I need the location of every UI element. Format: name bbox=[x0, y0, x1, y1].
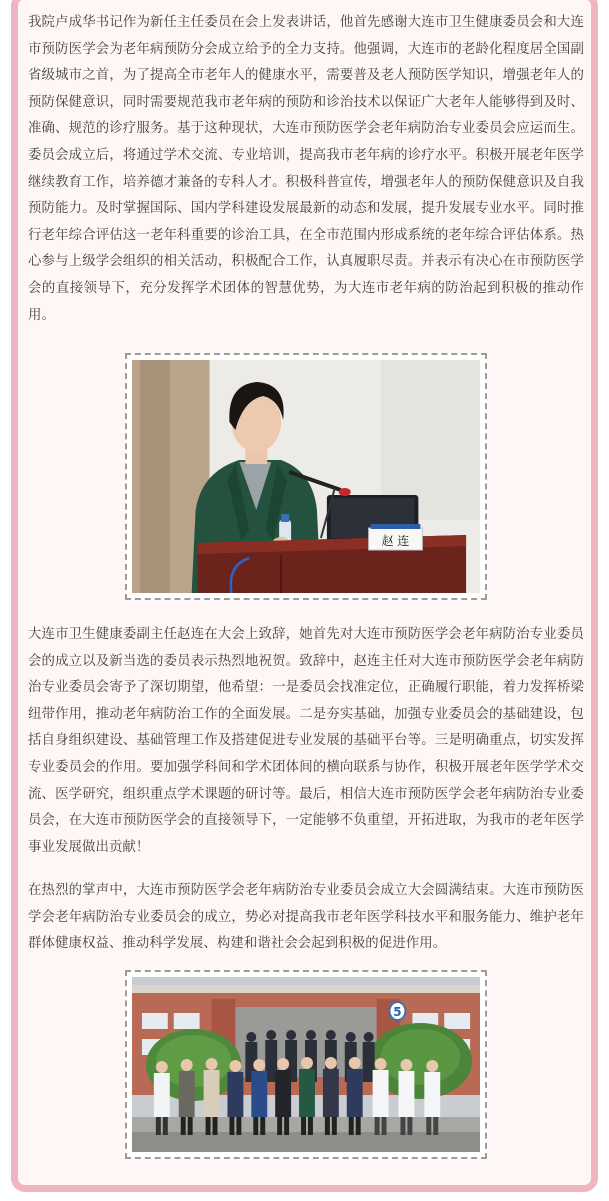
group-photo-frame bbox=[125, 970, 487, 1159]
building-number: 5 bbox=[393, 1004, 402, 1020]
group-photo bbox=[132, 977, 480, 1152]
speaker-photo bbox=[132, 360, 480, 593]
article-paragraph-1: 我院卢成华书记作为新任主任委员在会上发表讲话，他首先感谢大连市卫生健康委员会和大连市预防医学会为老年病预防分会成立给予的全力支持。他强调，大连市的老龄化程度居全国副省级城市之首，为了提高全市老年人的健康水平，需要普及老人预防医学知识，增强老年人的预防保健意识，同时需要规范我市老年病的预防和诊治技术以保证广大老年人能够得到及时、准确、规范的诊疗服务。基于这种现状，大连市预防医学会老年病防治专业委员会应运而生。委员会成立后，将通过学术交流、专业培训，提高我市老年病的诊疗水平。积极开展老年医学继续教育工作，培养德才兼备的专科人才。积极科普宣传，增强老年人的预防保健意识及自我预防能力。及时掌握国际、国内学科建设发展最新的动态和发展，提升发展专业水平。同时推行老年综合评估这一老年科重要的诊治工具，在全市范围内形成系统的老年综合评估体系。热心参与上级学会组织的相关活动，积极配合工作，认真履职尽责。并表示有决心在市预防医学会的直接领导下，充分发挥学术团体的智慧优势，为大连市老年病的防治起到积极的推动作用。 bbox=[28, 15, 584, 323]
article-paragraph-3: 在热烈的掌声中，大连市预防医学会老年病防治专业委员会成立大会圆满结束。大连市预防医学会老年病防治专业委员会的成立，势必对提高我市老年医学科技水平和服务能力、维护老年群体健康权益、推动科学发展、构建和谐社会会起到积极的促进作用。 bbox=[28, 883, 584, 952]
article-paragraph-2: 大连市卫生健康委副主任赵连在大会上致辞，她首先对大连市预防医学会老年病防治专业委员会的成立以及新当选的委员表示热烈地祝贺。致辞中，赵连主任对大连市预防医学会老年病防治专业委员会寄予了深切期望，他希望：一是委员会找准定位，正确履行职能，着力发挥桥梁纽带作用，推动老年病防治工作的全面发展。二是夯实基础，加强专业委员会的基础建设，包括自身组织建设、基础管理工作及搭建促进专业发展的基础平台等。三是明确重点，切实发挥专业委员会的作用。要加强学科间和学术团体间的横向联系与协作，积极开展老年医学学术交流、医学研究，组织重点学术课题的研讨等。最后，相信大连市预防医学会老年病防治专业委员会，在大连市预防医学会的直接领导下，一定能够不负重望，开拓进取，为我市的老年医学事业发展做出贡献！ bbox=[28, 627, 584, 855]
speaker-photo-frame bbox=[125, 353, 487, 600]
nameplate-text: 赵 连 bbox=[381, 533, 410, 549]
